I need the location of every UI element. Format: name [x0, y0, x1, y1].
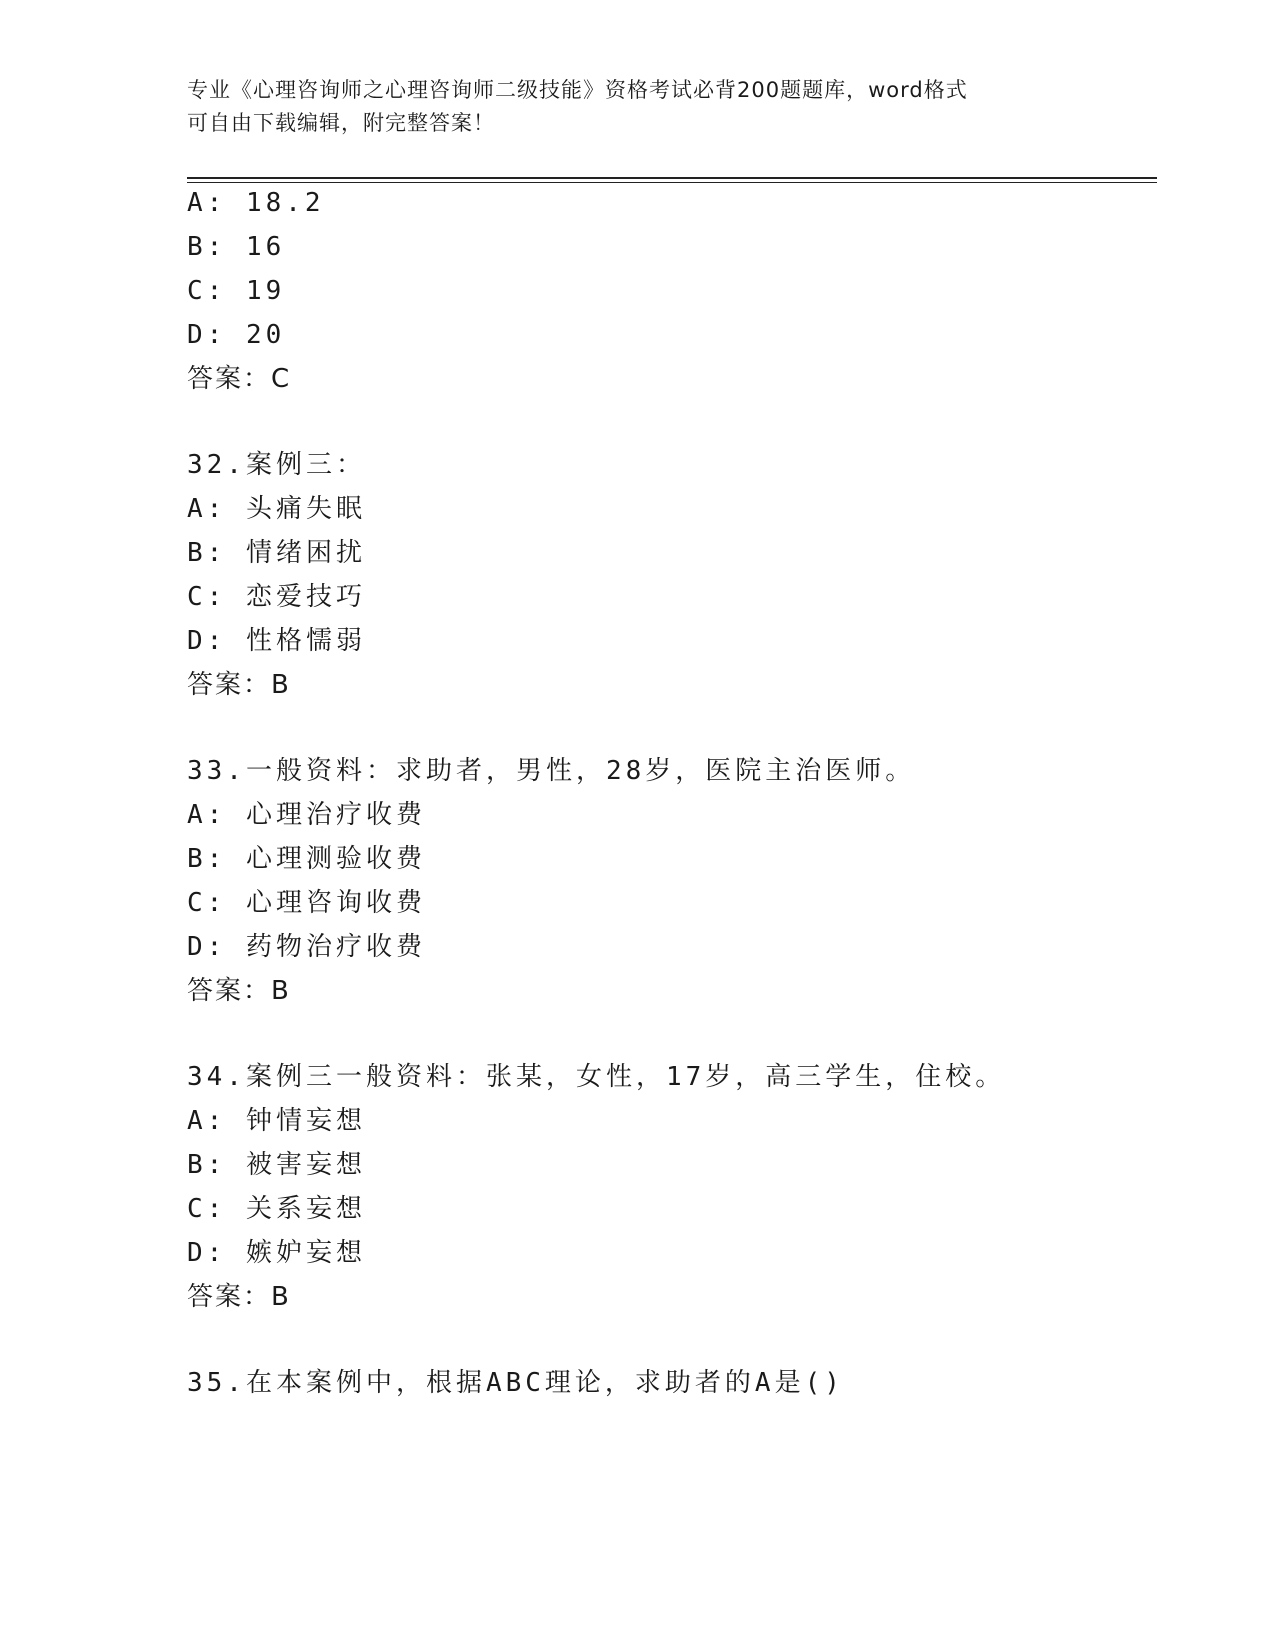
q32-question: 32.案例三： — [187, 450, 366, 480]
q35-question: 35.在本案例中，根据ABC理论，求助者的A是() — [187, 1368, 844, 1398]
q31-option-a: A: 18.2 — [187, 188, 325, 218]
header-rule-bottom — [187, 182, 1157, 183]
q34-option-a: A: 钟情妄想 — [187, 1106, 366, 1136]
q34-option-c: C: 关系妄想 — [187, 1194, 366, 1224]
document-header — [187, 74, 1087, 140]
q31-option-d: D: 20 — [187, 320, 286, 350]
q34-question: 34.案例三一般资料：张某，女性，17岁，高三学生，住校。 — [187, 1062, 1006, 1092]
q31-option-b: B: 16 — [187, 232, 286, 262]
q33-answer: 答案：B — [187, 976, 291, 1006]
q34-answer: 答案：B — [187, 1282, 291, 1312]
q33-question: 33.一般资料：求助者，男性，28岁，医院主治医师。 — [187, 756, 916, 786]
q31-option-c: C: 19 — [187, 276, 286, 306]
q32-answer: 答案：B — [187, 670, 291, 700]
q32-option-a: A: 头痛失眠 — [187, 494, 366, 524]
header-line-2: 可自由下载编辑，附完整答案！ — [187, 111, 495, 135]
q33-option-b: B: 心理测验收费 — [187, 844, 426, 874]
q31-answer: 答案：C — [187, 364, 292, 394]
q32-option-d: D: 性格懦弱 — [187, 626, 366, 656]
q33-option-d: D: 药物治疗收费 — [187, 932, 426, 962]
q32-option-c: C: 恋爱技巧 — [187, 582, 366, 612]
q34-option-b: B: 被害妄想 — [187, 1150, 366, 1180]
q33-option-c: C: 心理咨询收费 — [187, 888, 426, 918]
q32-option-b: B: 情绪困扰 — [187, 538, 366, 568]
header-line-1: 专业《心理咨询师之心理咨询师二级技能》资格考试必背200题题库，word格式 — [187, 78, 968, 102]
q34-option-d: D: 嫉妒妄想 — [187, 1238, 366, 1268]
header-rule-top — [187, 177, 1157, 179]
q33-option-a: A: 心理治疗收费 — [187, 800, 426, 830]
